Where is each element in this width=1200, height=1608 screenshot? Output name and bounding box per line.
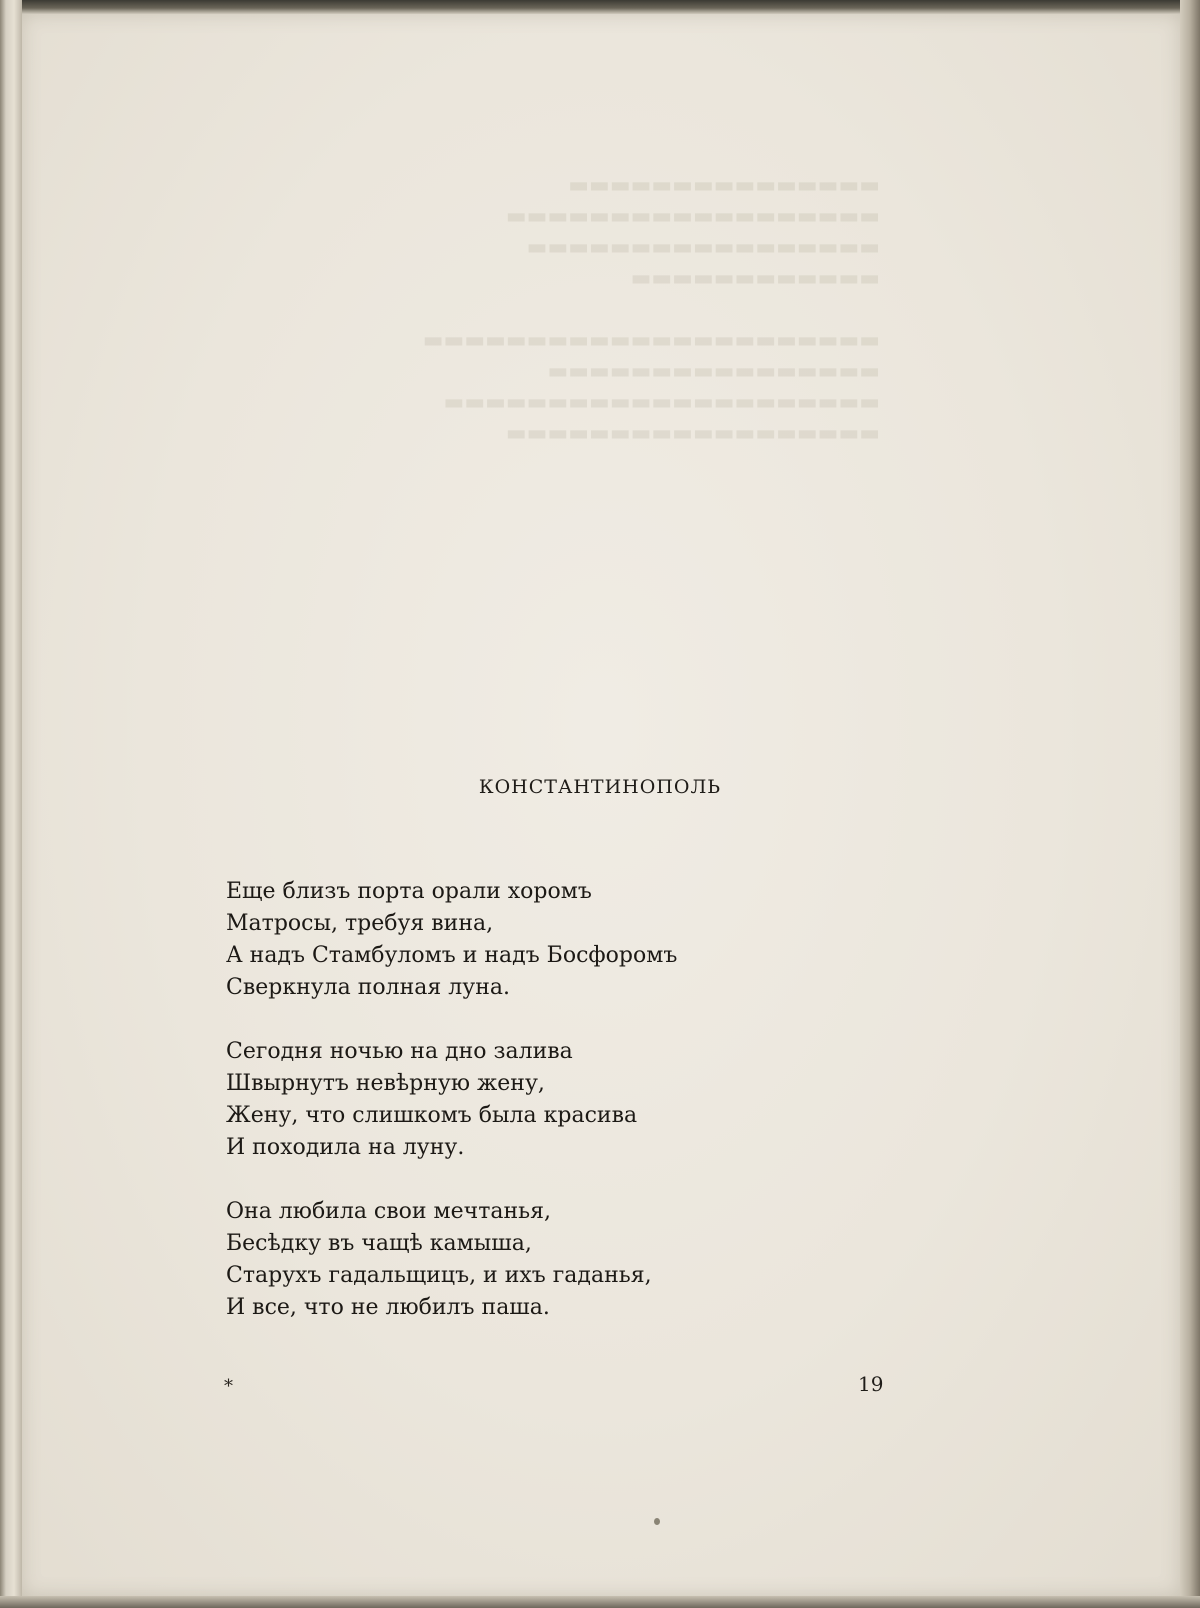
poem-line: Сегодня ночью на дно залива: [226, 1039, 573, 1064]
poem-line: Бесѣдку въ чащѣ камыша,: [226, 1231, 532, 1256]
stanza: [226, 1036, 926, 1164]
show-through-text: ▬▬▬▬▬▬▬▬▬▬▬▬▬▬▬ ▬▬▬▬▬▬▬▬▬▬▬▬▬▬▬▬▬▬ ▬▬▬▬▬▬▬▬▬▬▬▬▬▬▬▬▬ ▬▬▬▬▬▬▬▬▬▬▬▬ ▬▬▬▬▬▬▬▬▬▬▬▬▬▬▬▬▬▬▬▬▬▬ ▬▬▬▬▬▬▬▬▬▬▬▬▬▬▬▬ ▬▬▬▬▬▬▬▬▬▬▬▬▬▬▬▬▬▬▬▬▬ ▬▬▬▬▬▬▬▬▬▬▬▬▬▬▬▬▬▬: [422, 173, 880, 446]
poem-line: Сверкнула полная луна.: [226, 975, 510, 1000]
signature-mark: *: [224, 1376, 233, 1397]
poem-line: Она любила свои мечтанья,: [226, 1199, 552, 1224]
poem-line: Швырнутъ невѣрную жену,: [226, 1071, 545, 1096]
poem-line: И все, что не любилъ паша.: [226, 1295, 550, 1320]
stanza: [226, 1196, 926, 1324]
poem-line: Старухъ гадальщицъ, и ихъ гаданья,: [226, 1263, 652, 1288]
page-bottom-edge: [0, 1596, 1200, 1608]
page-right-edge: [1180, 0, 1200, 1608]
poem-line: Еще близъ порта орали хоромъ: [226, 879, 592, 904]
poem-title: КОНСТАНТИНОПОЛЬ: [478, 776, 722, 798]
book-gutter-edge: [0, 0, 22, 1608]
page-number: 19: [858, 1372, 884, 1396]
poem-line: А надъ Стамбуломъ и надъ Босфоромъ: [226, 943, 678, 968]
poem-line: И походила на луну.: [226, 1135, 465, 1160]
poem-body: [226, 876, 926, 1356]
poem-line: Матросы, требуя вина,: [226, 911, 494, 936]
stanza: [226, 876, 926, 1004]
poem-line: Жену, что слишкомъ была красива: [226, 1103, 638, 1128]
paper-speck: [654, 1518, 660, 1525]
